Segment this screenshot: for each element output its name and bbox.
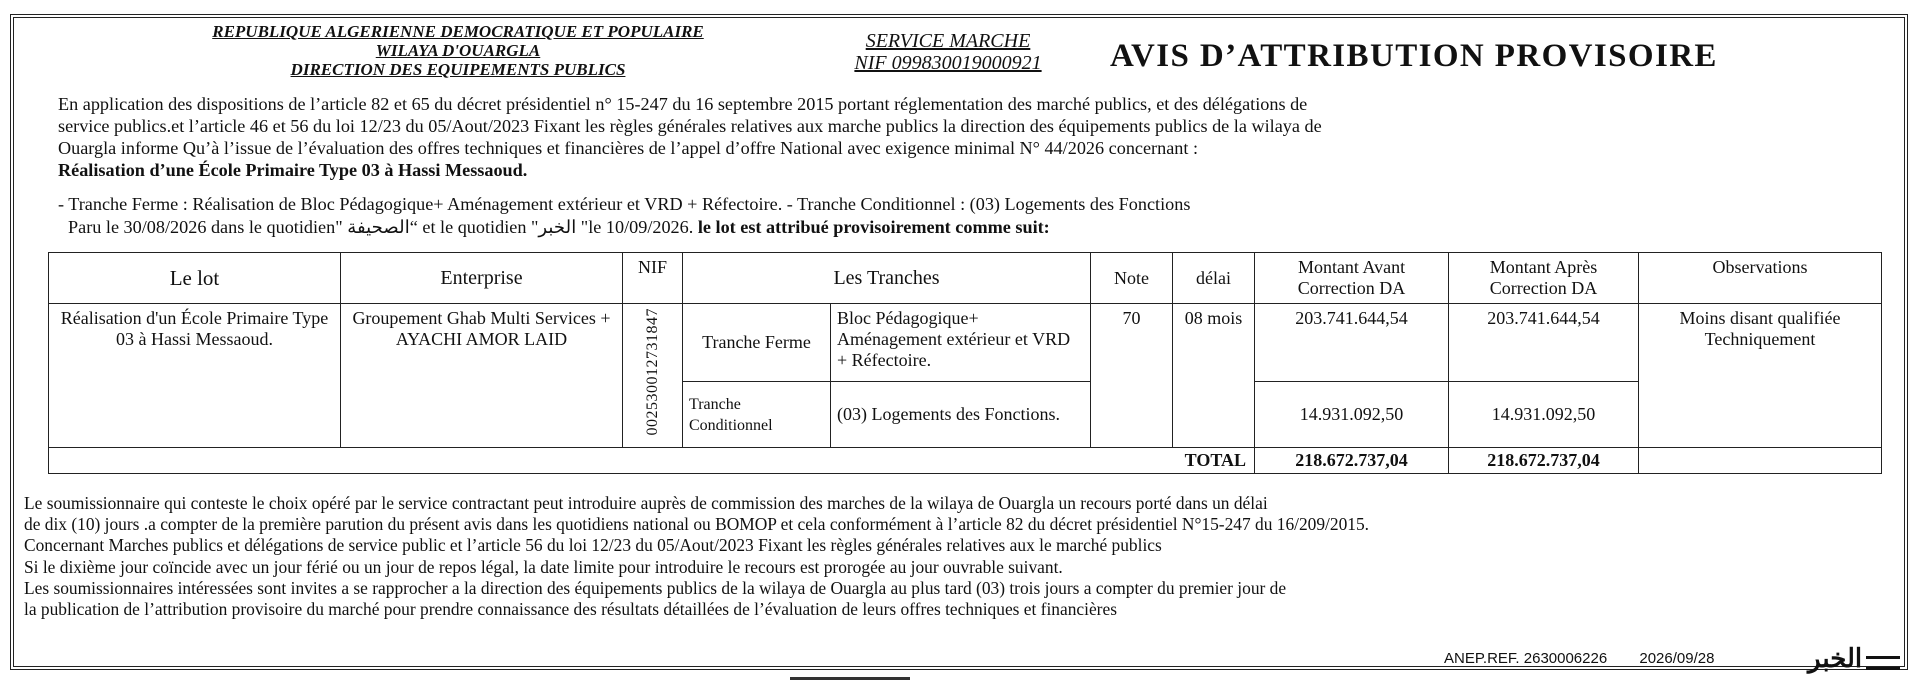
logo-rule — [1866, 656, 1900, 670]
footer-line: la publication de l’attribution provisoire du marché pour prendre connaissance des résultats détaillées de l’évaluation de leurs offres techniques et financières — [24, 599, 1117, 620]
attribution-table — [48, 252, 1882, 474]
cell-avant-ferme: 203.741.644,54 — [1255, 304, 1449, 382]
recourse-paragraph — [24, 493, 1904, 620]
parution-line — [68, 217, 1050, 238]
cell-nif — [623, 304, 683, 448]
header-montant-avant: Montant Avant Correction DA — [1255, 253, 1449, 304]
table-header-row — [49, 253, 1882, 304]
footer-line: Le soumissionnaire qui conteste le choix opéré par le service contractant peut introduire auprès de commission des marches de la wilaya de Ouargla un recours porté dans un délai — [24, 493, 1268, 513]
nif-value: 002530012731847 — [644, 308, 661, 436]
direction-line: DIRECTION DES EQUIPEMENTS PUBLICS — [290, 60, 626, 79]
cell-tranche-ferme-desc: Bloc Pédagogique+ Aménagement extérieur et VRD + Réfectoire. — [831, 304, 1091, 382]
total-apres: 218.672.737,04 — [1449, 448, 1639, 474]
tranches-line: - Tranche Ferme : Réalisation de Bloc Pédagogique+ Aménagement extérieur et VRD + Réfectoire. - Tranche Conditionnel : (03) Logements des Fonctions — [58, 194, 1191, 214]
header-lot: Le lot — [49, 253, 341, 304]
publication-date: 2026/09/28 — [1639, 650, 1715, 667]
wilaya-line: WILAYA D'OUARGLA — [375, 41, 541, 60]
service-header — [818, 30, 1078, 74]
nif-line: NIF 099830019000921 — [854, 52, 1042, 74]
notice-title: AVIS D’ATTRIBUTION PROVISOIRE — [1110, 38, 1718, 74]
table-row — [49, 304, 1882, 382]
footer-line: Concernant Marches publics et délégations de service public et l’article 56 du loi 12/23 du 05/Aout/2023 Fixant les règles générales relatives aux le marché publics — [24, 535, 1162, 556]
header-note: Note — [1091, 253, 1173, 304]
intro-line: Ouargla informe Qu’à l’issue de l’évaluation des offres techniques et financières de l’appel d’offre National avec exigence minimal N° 44/2026 concernant : — [58, 138, 1199, 158]
footer-line: Les soumissionnaires intéressées sont invites a se rapprocher a la direction des équipements publics de la wilaya de Ouargla au plus tard (03) trois jours a compter du premier jour de — [24, 577, 1287, 598]
cell-enterprise: Groupement Ghab Multi Services + AYACHI AMOR LAID — [341, 304, 623, 448]
cell-apres-ferme: 203.741.644,54 — [1449, 304, 1639, 382]
cell-observations: Moins disant qualifiée Techniquement — [1639, 304, 1882, 448]
footer-line: Si le dixième jour coïncide avec un jour férié ou un jour de repos légal, la date limite pour introduire le recours est prorogée au jour ouvrable suivant. — [24, 556, 1063, 577]
anep-ref: ANEP.REF. 2630006226 — [1444, 650, 1608, 667]
cell-note: 70 — [1091, 304, 1173, 448]
project-title: Réalisation d’une École Primaire Type 03 à Hassi Messaoud. — [58, 160, 528, 180]
intro-paragraph — [58, 93, 1878, 181]
footer-line: de dix (10) jours .a compter de la première parution du présent avis dans les quotidiens national ou BOMOP et cela conformément à l’article 82 du décret présidentiel N°15-247 du 16/209/2015. — [24, 514, 1370, 535]
cell-tranche-ferme: Tranche Ferme — [683, 304, 831, 382]
header-observations: Observations — [1639, 253, 1882, 304]
cell-apres-conditionnel: 14.931.092,50 — [1449, 382, 1639, 448]
attribution-text: le lot est attribué provisoirement comme suit: — [697, 217, 1050, 237]
cell-tranche-conditionnel: Tranche Conditionnel — [683, 382, 831, 448]
republic-line: REPUBLIQUE ALGERIENNE DEMOCRATIQUE ET POPULAIRE — [212, 22, 704, 41]
intro-line: service publics.et l’article 46 et 56 du loi 12/23 du 05/Aout/2023 Fixant les règles générales relatives aux marche publics la direction des équipements publics de la wilaya de — [58, 116, 1322, 136]
header-montant-apres: Montant Après Correction DA — [1449, 253, 1639, 304]
cell-tranche-conditionnel-desc: (03) Logements des Fonctions. — [831, 382, 1091, 448]
cell-avant-conditionnel: 14.931.092,50 — [1255, 382, 1449, 448]
header-delai: délai — [1173, 253, 1255, 304]
bottom-mark — [790, 677, 910, 680]
total-label: TOTAL — [49, 448, 1255, 474]
issuer-header — [118, 22, 798, 79]
service-line: SERVICE MARCHE — [865, 30, 1031, 52]
intro-line: En application des dispositions de l’article 82 et 65 du décret présidentiel n° 15-247 du 16 septembre 2015 portant réglementation des marché publics, et des délégations de — [58, 94, 1308, 114]
newspaper-logo: الخبر — [1808, 644, 1863, 673]
total-row — [49, 448, 1882, 474]
anep-reference — [1444, 650, 1742, 667]
cell-delai: 08 mois — [1173, 304, 1255, 448]
header-enterprise: Enterprise — [341, 253, 623, 304]
parution-text: Paru le 30/08/2026 dans le quotidien" الصحيفة“ et le quotidien "الخبر "le 10/09/2026. — [68, 217, 694, 237]
total-empty-cell — [1639, 448, 1882, 474]
total-avant: 218.672.737,04 — [1255, 448, 1449, 474]
header-tranches: Les Tranches — [683, 253, 1091, 304]
cell-lot: Réalisation d'un École Primaire Type 03 à Hassi Messaoud. — [49, 304, 341, 448]
header-nif: NIF — [623, 253, 683, 304]
